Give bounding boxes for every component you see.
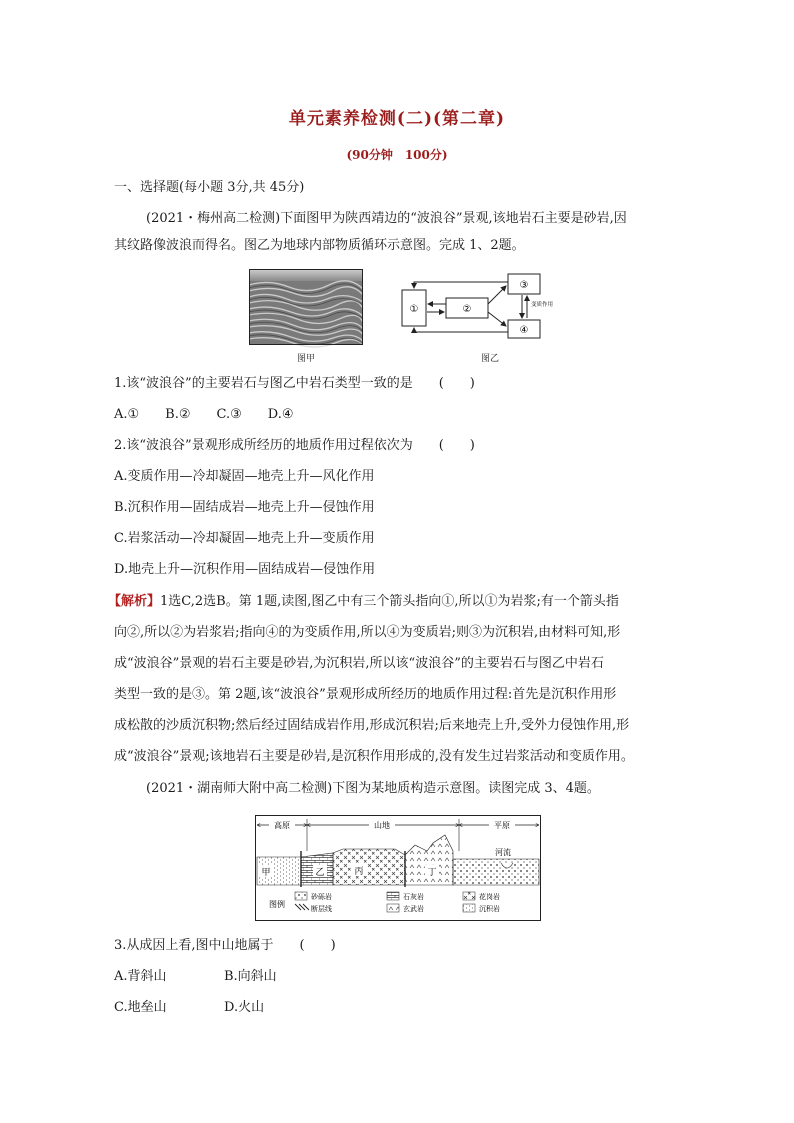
question-3-option-b: B.向斜山 (224, 969, 277, 984)
analysis-line-5: 成松散的沙质沉积物;然后经过固结成岩作用,形成沉积岩;后来地壳上升,受外力侵蚀作用,形 (114, 718, 630, 733)
question-2-stem: 2.该“波浪谷”景观形成所经历的地质作用过程依次为 ( ) (114, 438, 475, 453)
question-1-options: A.① B.② C.③ D.④ (114, 407, 294, 422)
box-3-label: ③ (519, 280, 529, 291)
legend-title: 图例 (269, 900, 285, 909)
analysis-line-1 (108, 592, 619, 612)
figure-yi-caption: 图乙 (481, 354, 500, 364)
figure-jia-photo (249, 269, 363, 345)
figure-jia-caption: 图甲 (297, 354, 316, 364)
analysis-line-2: 向②,所以②为岩浆岩;指向④的为变质作用,所以④为变质岩;则③为沉积岩,由材料可知,形 (114, 625, 621, 640)
analysis-text-1: 1选C,2选B。第 1题,读图,图乙中有三个箭头指向①,所以①为岩浆;有一个箭头指 (160, 594, 619, 609)
legend-sedimentary-rock: 沉积岩 (479, 905, 500, 913)
label-plateau: 高原 (274, 821, 290, 830)
legend-fault-line: 断层线 (311, 905, 332, 913)
analysis-line-3: 成“波浪谷”景观的岩石主要是砂岩,为沉积岩,所以该“波浪谷”的主要岩石与图乙中岩石 (114, 656, 604, 671)
arrow-label-metamorphism: 变质作用 (531, 302, 554, 308)
question-3-option-a: A.背斜山 (114, 969, 167, 984)
region-jia: 甲 (261, 868, 271, 878)
legend-limestone: 石灰岩 (403, 893, 424, 901)
question-2-option-a: A.变质作用—冷却凝固—地壳上升—风化作用 (114, 469, 375, 484)
river-label: 河流 (495, 848, 511, 857)
box-1-label: ① (409, 304, 419, 315)
geologic-section-figure (255, 815, 541, 921)
legend-basalt: 玄武岩 (403, 905, 424, 913)
passage2: (2021・湖南师大附中高二检测)下图为某地质构造示意图。读图完成 3、4题。 (146, 781, 600, 796)
region-yi: 乙 (315, 868, 325, 878)
region-bing: 丙 (354, 867, 364, 877)
page-title: 单元素养检测(二)(第二章) (288, 109, 506, 129)
page-subtitle: (90分钟 100分) (346, 148, 448, 162)
question-1-stem: 1.该“波浪谷”的主要岩石与图乙中岩石类型一致的是 ( ) (114, 376, 475, 391)
question-2-option-b: B.沉积作用—固结成岩—地壳上升—侵蚀作用 (114, 500, 375, 515)
analysis-line-6: 成“波浪谷”景观;该地岩石主要是砂岩,是沉积作用形成的,没有发生过岩浆活动和变质作用。 (114, 749, 634, 764)
section-heading: 一、选择题(每小题 3分,共 45分) (114, 180, 305, 195)
label-plain: 平原 (494, 821, 510, 830)
box-4-label: ④ (519, 325, 529, 336)
box-2-label: ② (462, 304, 472, 315)
question-3-option-d: D.火山 (224, 1000, 265, 1015)
analysis-line-4: 类型一致的是③。第 2题,该“波浪谷”景观形成所经历的地质作用过程:首先是沉积作用形 (114, 687, 617, 702)
label-mountain: 山地 (374, 821, 390, 830)
region-ding: 丁 (427, 868, 437, 878)
figure-yi-diagram (400, 270, 554, 342)
question-2-option-c: C.岩浆活动—冷却凝固—地壳上升—变质作用 (114, 531, 375, 546)
passage1-line-2: 其纹路像波浪而得名。图乙为地球内部物质循环示意图。完成 1、2题。 (114, 238, 525, 253)
legend-granite: 花岗岩 (479, 893, 500, 901)
analysis-tag: 【解析】 (108, 594, 161, 609)
question-3-stem: 3.从成因上看,图中山地属于 ( ) (114, 938, 336, 953)
question-3-option-c: C.地垒山 (114, 1000, 167, 1015)
question-2-option-d: D.地壳上升—沉积作用—固结成岩—侵蚀作用 (114, 562, 376, 577)
passage1-line-1: (2021・梅州高二检测)下面图甲为陕西靖边的“波浪谷”景观,该地岩石主要是砂岩,因 (146, 211, 627, 226)
legend-sandstone-conglomerate: 砂砾岩 (311, 893, 332, 901)
